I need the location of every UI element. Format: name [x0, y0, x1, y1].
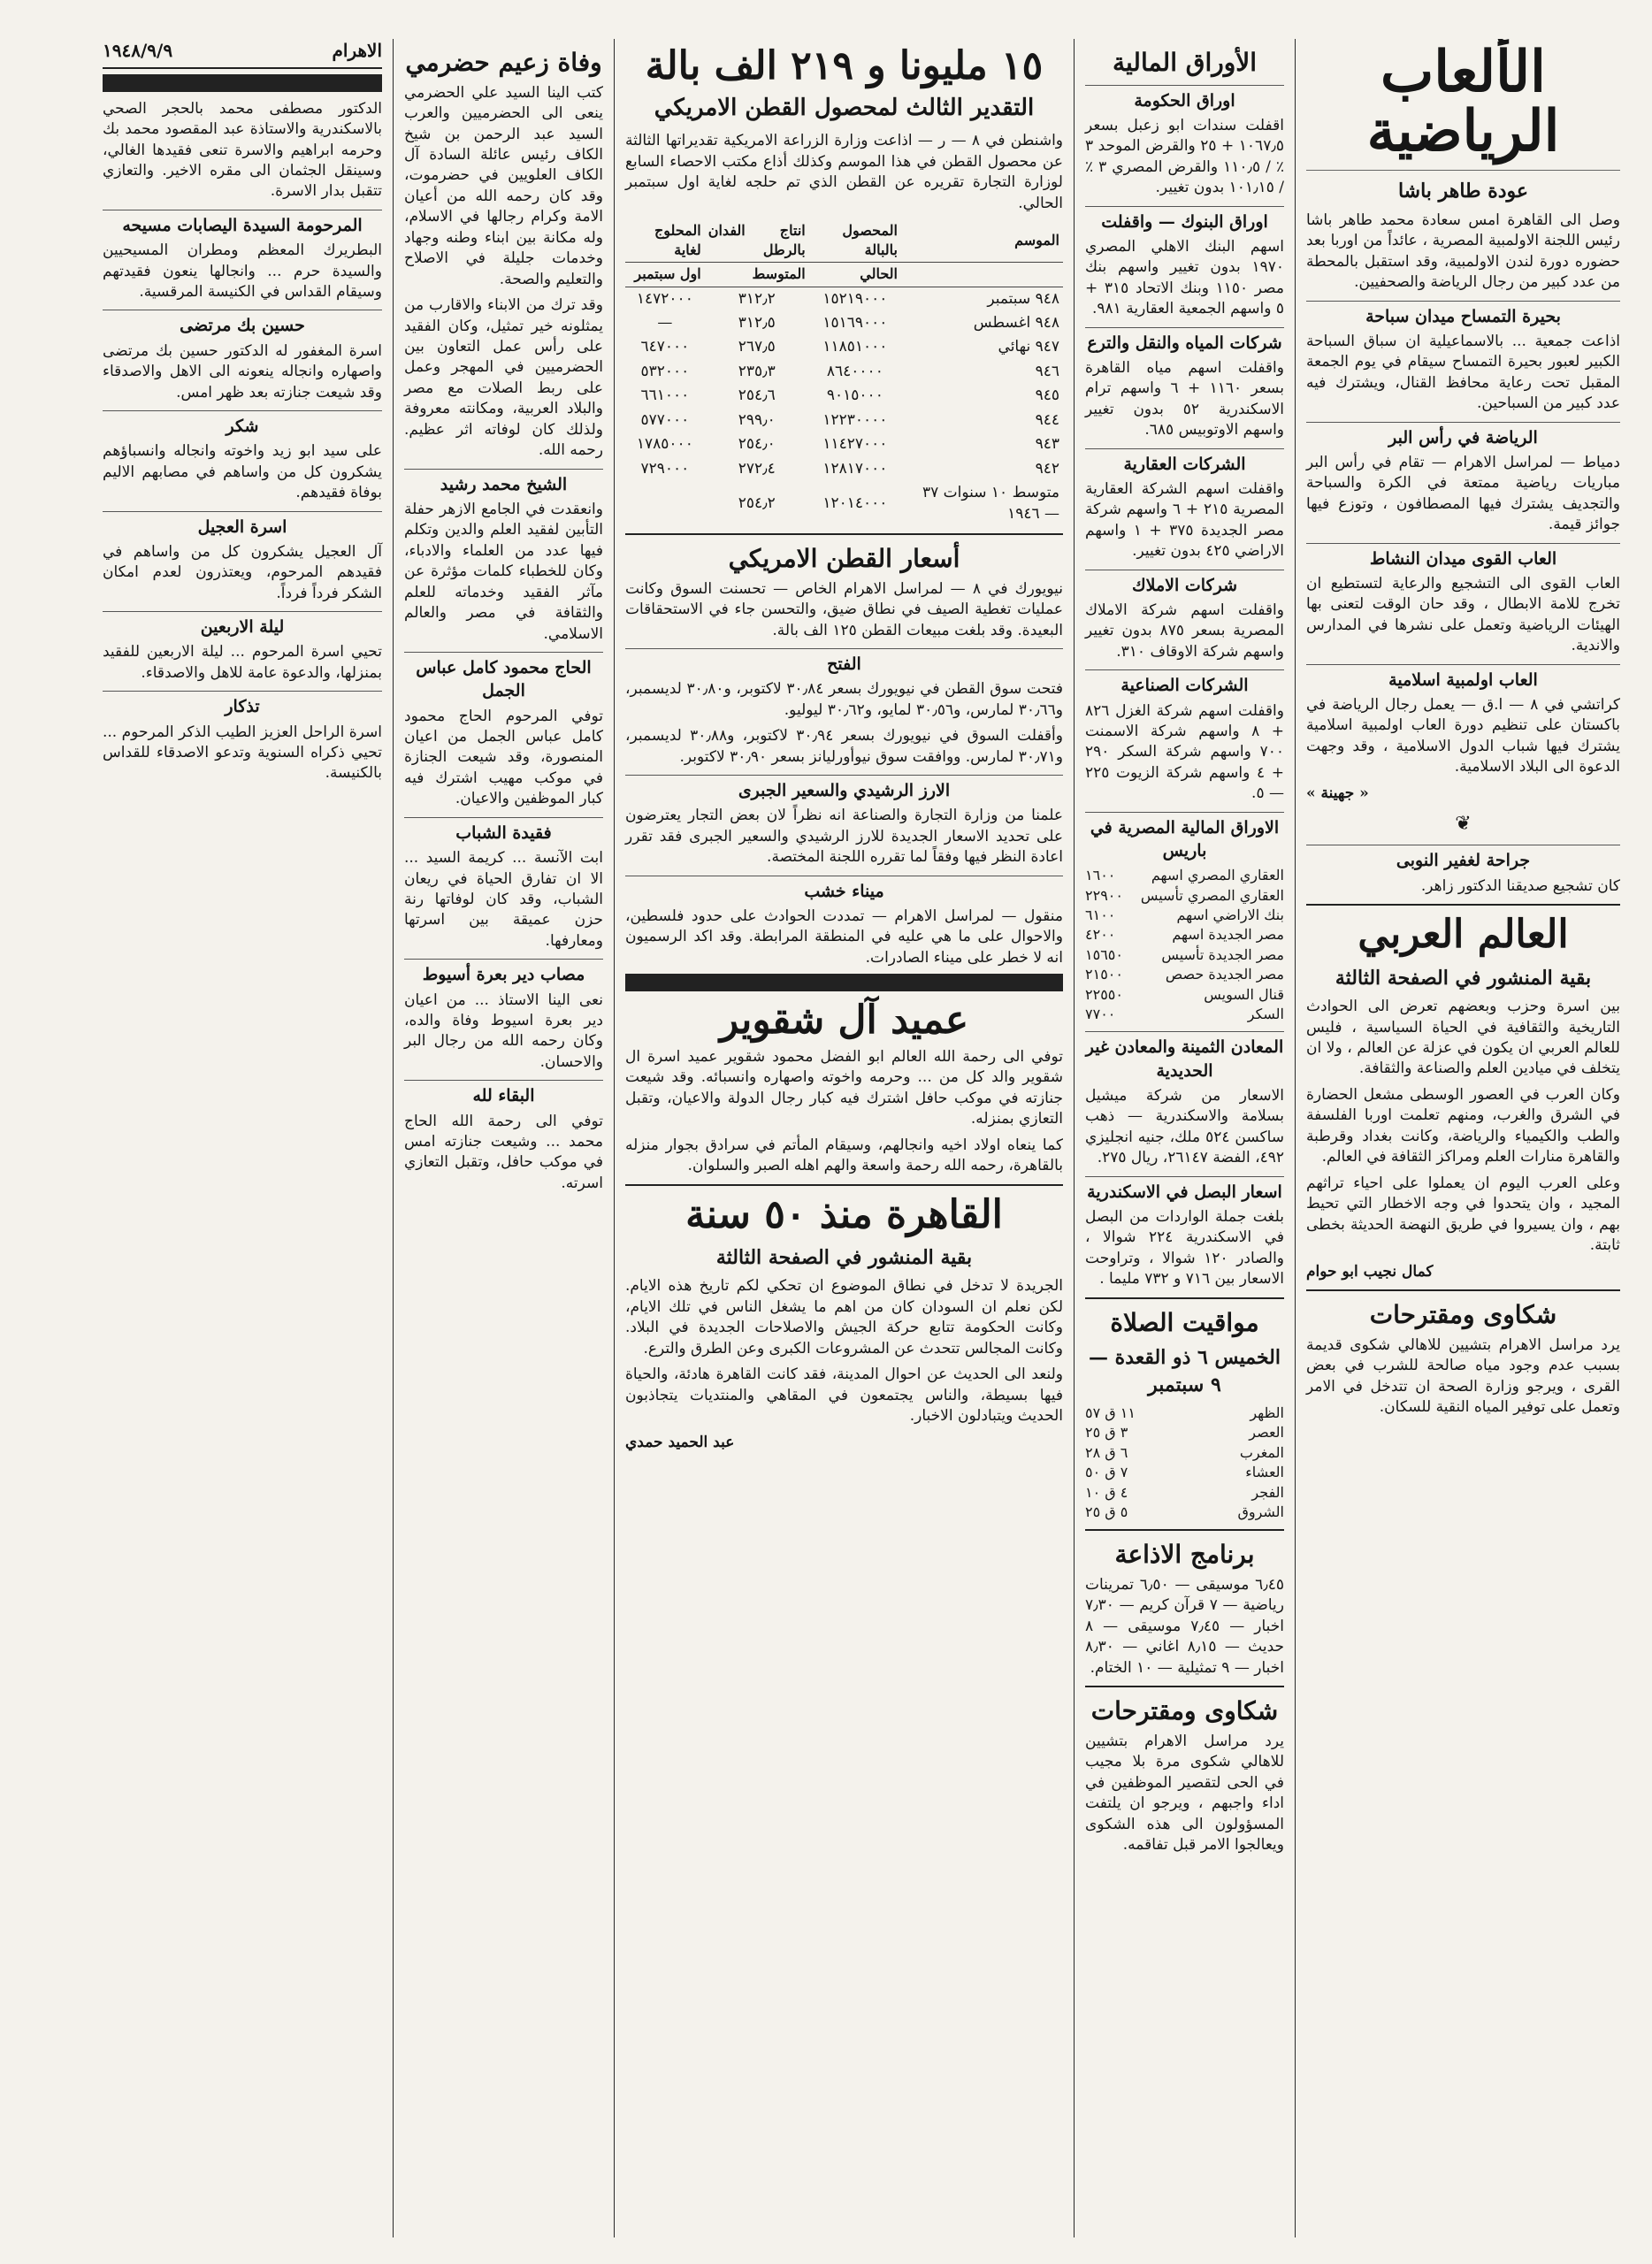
arab-world-text-2: وكان العرب في العصور الوسطى مشعل الحضارة في الشرق والغرب، ومنهم تعلمت اوربا الفلسفة والطب والكيمياء والرياضة، وكانت بغداد وقرطبة والقاهرة منارات العلم ومراكز الثقافة في العالم.	[1306, 1085, 1620, 1166]
cotton-table-cell: ٩٤٨ سبتمبر	[987, 289, 1059, 308]
cotton-table-cell: ١٢٠١٤٠٠٠	[822, 493, 888, 512]
obit-text-2: وانعقدت في الجامع الازهر حفلة التأبين لفقيد العلم والدين وتكلم فيها عدد من العلماء والادباء، وكان للخطباء كلمات مؤثرة عن مآثر الفقيد وخدماته للعلم والثقافة في مصر والعالم الاسلامي.	[404, 500, 603, 643]
column-obituaries	[393, 39, 614, 2237]
property-text: واقفلت اسهم شركة الاملاك المصرية بسعر ٨٧٥ بدون تغيير واسهم شركة الاوقاف ٣١٠.	[1085, 600, 1284, 661]
cotton-table-row	[625, 384, 1063, 408]
banks-text: اسهم البنك الاهلي المصري ١٩٧٠ بدون تغيير واسهم بنك مصر ١١٥٠ وبنك الاتحاد ٣١٥ + ٥ واسهم الجمعية العقارية ٩٨١.	[1085, 237, 1284, 318]
cotton-table-cell: ١١٤٢٧٠٠٠	[822, 435, 888, 454]
sports-text-4: العاب القوى الى التشجيع والرعاية لتستطيع ان تخرج للامة الابطال ، وقد حان الوقت لتعنى بها الهيئات الرياضية وتعمل على نشرها في المدارس والاندية.	[1306, 574, 1620, 655]
cotton-table-cell: ٩٤٨ اغسطس	[973, 313, 1059, 332]
column-sports	[1295, 39, 1631, 2237]
water-text: واقفلت اسهم مياه القاهرة بسعر ١١٦٠ + ٦ واسهم ترام الاسكندرية ٥٢ بدون تغيير واسهم الاوتوبيس ٦٨٥.	[1085, 358, 1284, 440]
cotton-table-cell: ٢٥٤٫٢	[738, 493, 776, 512]
prayer-row: المغرب ٦ ق ٢٨	[1085, 1443, 1284, 1461]
cotton-headline: ١٥ مليونا و ٢١٩ الف بالة	[645, 43, 1044, 88]
industry-head: الشركات الصناعية	[1085, 669, 1284, 697]
sports-text-6: كان تشجيع صديقنا الدكتور زاهر.	[1420, 876, 1620, 895]
paris-row: قنال السويس ٢٢٥٥٠	[1085, 985, 1284, 1003]
divider	[1085, 1529, 1284, 1531]
cotton-table-row	[625, 481, 1063, 526]
ornament-icon: ❦	[1455, 813, 1472, 836]
family-text-1: توفي الى رحمة الله العالم ابو الفضل محمود شقوير عميد اسرة ال شقوير والد كل من ... وحرمه واخوته واصهاره وانسبائه. وقد شيعت جنازته في موكب حافل اشترك فيه كبار رجال الدولة والاعيان، وتقبل التعازي بمنزله.	[625, 1047, 1063, 1128]
opening-text: فتحت سوق القطن في نيويورك بسعر ٣٠٫٨٤ لاكتوبر، و٣٠٫٨٠ لديسمبر، و٣٠٫٦٦ لمارس، و٣٠٫٥٦ لمايو، و٣٠٫٦٢ ليوليو.	[625, 680, 1063, 719]
obit-text-6: توفي الى رحمة الله الحاج محمد ... وشيعت جنازته امس في موكب حافل، وتقبل التعازي اسرته.	[404, 1112, 603, 1192]
sports-text-5: كراتشي في ٨ — ا.ق — يعمل رجال الرياضة في باكستان على تنظيم دورة العاب اولمبية اسلامية يشترك فيها شباب الدول الاسلامية ، وقد وجهت الدعوة الى البلاد الاسلامية.	[1306, 695, 1620, 776]
cotton-table-cell: ٦٤٧٠٠٠	[640, 338, 690, 356]
paris-row: العقاري المصري اسهم ١٦٠٠	[1085, 867, 1284, 884]
cotton-table-row	[625, 360, 1063, 384]
notice-head-3: شكر	[103, 410, 382, 438]
divider	[625, 533, 1063, 535]
cotton-table-cell: ٢٩٩٫٠	[738, 410, 776, 429]
notice-text-2: اسرة المغفور له الدكتور حسين بك مرتضى واصهاره وانجاله ينعونه الى الاهل والاصدقاء وقد شيعت جنازته بعد ظهر امس.	[103, 341, 382, 402]
obit-text-1b: وقد ترك من الابناء والاقارب من يمثلونه خير تمثيل، وكان الفقيد على رأس عمل التعاون بين الحضرميين في المهجر وعمل على ربط الصلات مع مصر والبلاد العربية، ومكانته معروفة ولذلك كان لوفاته اثر عظيم. رحمه الله.	[404, 296, 603, 460]
sports-text-1: وصل الى القاهرة امس سعادة محمد طاهر باشا رئيس اللجنة الاولمبية المصرية ، عائداً من اوربا بعد حضوره دورة لندن الاولمبية، وقد استقبل بالمحطة من عدد كبير من رجال الرياضة والصحفيين.	[1306, 210, 1620, 292]
column-finance	[1074, 39, 1295, 2237]
obit-head-1: وفاة زعيم حضرمي	[405, 48, 602, 77]
obit-head-6: البقاء لله	[404, 1080, 603, 1107]
notice-head-5: ليلة الاربعين	[103, 611, 382, 639]
column-notices	[92, 39, 393, 2237]
obit-head-2: الشيخ محمد رشيد	[404, 469, 603, 496]
sports-signature: « جهينة »	[1306, 784, 1369, 802]
issue-date: ١٩٤٨/٩/٩	[103, 40, 173, 61]
sports-subhead-6: جراحة لغفير النوبى	[1306, 845, 1620, 872]
cotton-table-cell: ٥٧٧٠٠٠	[640, 410, 690, 429]
cotton-table-cell: ٢٥٤٫٠	[738, 435, 776, 454]
us-cotton-prices-head: أسعار القطن الامريكي	[728, 544, 960, 574]
paris-row: مصر الجديدة اسهم ٤٢٠٠	[1085, 926, 1284, 944]
cotton-table-cell: ٩٤٥	[1035, 386, 1059, 405]
cotton-table-cell: ١٧٨٥٠٠٠	[636, 435, 693, 454]
cotton-table-cell: —	[657, 313, 673, 332]
sports-subhead-3: الرياضة في رأس البر	[1306, 422, 1620, 449]
property-head: شركات الاملاك	[1085, 570, 1284, 597]
cotton-table-cell: ٣١٢٫٥	[738, 313, 776, 332]
cotton-table-cell: ٩٤٧ نهائي	[998, 338, 1059, 356]
family-headline: عميد آل شقوير	[719, 998, 969, 1044]
sports-headline: الألعاب الرياضية	[1366, 39, 1560, 165]
paris-row: مصر الجديدة حصص ٢١٥٠٠	[1085, 966, 1284, 983]
onion-text: بلغت جملة الواردات من البصل في الاسكندرية ٢٢٤ شوالا ، والصادر ١٢٠ شوالا ، وتراوحت الاسعار بين ٧١٦ و ٧٣٢ مليما .	[1085, 1207, 1285, 1289]
sports-subhead-5: العاب اولمبية اسلامية	[1306, 664, 1620, 692]
notice-text-6: اسرة الراحل العزيز الطيب الذكر المرحوم ... تحيي ذكراه السنوية وتدعو الاصدقاء للقداس بالكنيسة.	[103, 723, 382, 783]
divider	[625, 1184, 1063, 1186]
flood-head: ميناء خشب	[625, 876, 1063, 903]
black-bar	[103, 74, 382, 92]
obit-text-1: كتب الينا السيد علي الحضرمي ينعى الى الحضرميين والعرب السيد عبد الرحمن بن شيخ الكاف رئيس عائلة السادة آل الكاف العلويين في حضرموت، وقد كان رحمه الله من أعيان الامة وكرام رجالها في الاسلام، وله مكانة بين ابناء وطنه وجهاد وخدمات جليلة في الاصلاح والتعليم والصحة.	[404, 83, 603, 288]
cotton-table-cell: ٢٣٥٫٣	[738, 362, 776, 380]
cotton-table-row	[625, 287, 1063, 311]
cotton-table-cell: ١٤٧٢٠٠٠	[636, 289, 693, 308]
prayer-head: مواقيت الصلاة	[1110, 1307, 1259, 1337]
cairo-signature: عبد الحميد حمدي	[625, 1433, 735, 1451]
cotton-table-cell: ٦٦١٠٠٠	[640, 386, 690, 405]
cotton-table-row	[625, 432, 1063, 456]
columns	[21, 39, 1631, 2237]
prayer-row: الفجر ٤ ق ١٠	[1085, 1483, 1284, 1501]
cotton-table-cell: ٣١٢٫٢	[738, 289, 776, 308]
paris-row: العقاري المصري تأسيس ٢٢٩٠٠	[1085, 886, 1284, 904]
cotton-table-cell: ١٢٨١٧٠٠٠	[822, 459, 888, 478]
cotton-table-cell: ٢٧٢٫٤	[738, 459, 776, 478]
obit-text-5: نعى الينا الاستاذ ... من اعيان دير بعرة اسيوط وفاة والده، وكان رحمه الله من رجال البر والاحسان.	[404, 990, 603, 1071]
cotton-deck: التقدير الثالث لمحصول القطن الامريكي	[654, 94, 1035, 121]
prayer-row: العشاء ٧ ق ٥٠	[1085, 1464, 1284, 1481]
paris-row: السكر ٧٧٠٠	[1085, 1005, 1284, 1022]
cotton-table-row	[625, 335, 1063, 359]
cotton-table-cell: ١٢٢٣٠٠٠٠	[822, 410, 888, 429]
bottom-complaints-text: يرد مراسل الاهرام بتشيين للاهالي شكوى مرة بلا مجيب في الحى لتقصير الموظفين في اداء واجبهم ، ويرجو ان يلتفت المسؤولون الى هذه الشكوى ويعالجوا الامر قبل تفاقمه.	[1085, 1732, 1284, 1854]
notice-head-1: المرحومة السيدة اليصابات مسيحه	[103, 210, 382, 237]
obit-head-5: مصاب دير بعرة أسيوط	[404, 959, 603, 986]
sports-subhead-4: العاب القوى ميدان النشاط	[1306, 543, 1620, 570]
cotton-table	[625, 219, 1063, 526]
cotton-table-cell: ٩٤٢	[1035, 459, 1059, 478]
arab-world-text-1: بين اسرة وحزب وبعضهم تعرض الى الحوادث التاريخية والثقافية في الحياة السياسية ، فليس للعالم العربي ان يكون في عزلة عن العالم ، ولا ان يتخلف في ميادين العلم والصناعة والثقافة.	[1306, 998, 1620, 1078]
cotton-table-cell: ٧٢٩٠٠٠	[640, 459, 690, 478]
cotton-table-cell: ٥٣٢٠٠٠	[640, 362, 690, 380]
notice-intro: الدكتور مصطفى محمد بالحجر الصحي بالاسكندرية والاستاذة عبد المقصود محمد بك وحرمه ابراهيم والاسرة تنعى فقيدها الغالي، وسينقل الجثمان الى مقره الاخير. والتعازي تتقبل بدار الاسرة.	[103, 99, 382, 201]
arab-world-text-3: وعلى العرب اليوم ان يعملوا على احياء تراثهم المجيد ، وان يتحدوا في وجه الاخطار التي تحيط بهم ، وان يسيروا في طريق النهضة الحديثة بخطى ثابتة.	[1306, 1174, 1620, 1255]
estate-text: واقفلت اسهم الشركة العقارية المصرية ٢١٥ + ٦ واسهم شركة مصر الجديدة ٣٧٥ + ١ واسهم الاراضي ٤٢٥ بدون تغيير.	[1085, 479, 1285, 561]
cotton-table-cell: ٨٦٤٠٠٠٠	[826, 362, 883, 380]
radio-head: برنامج الاذاعة	[1114, 1540, 1255, 1570]
arab-world-signature: كمال نجيب ابو حوام	[1306, 1262, 1434, 1281]
gov-papers-head: اوراق الحكومة	[1085, 85, 1284, 112]
family-text-2: كما ينعاه اولاد اخيه وانجالهم، وسيقام المأتم في سرادق بجوار منزله بالقاهرة، رحمه الله رحمة واسعة والهم اهله الصبر والسلوان.	[625, 1136, 1063, 1175]
divider	[1306, 1289, 1620, 1291]
divider	[1085, 1297, 1284, 1299]
divider	[1306, 904, 1620, 906]
cairo-subhead: بقية المنشور في الصفحة الثالثة	[715, 1246, 973, 1270]
flood-text: منقول — لمراسل الاهرام — تمددت الحوادث على حدود فلسطين، والاحوال على ما هي عليه في المنطقة المرابطة. وقد اكد الرسميون انه لا خطر على ميناء الصادرات.	[625, 906, 1063, 967]
bottom-complaints-head: شكاوى ومقترحات	[1090, 1696, 1279, 1726]
prayer-row: الظهر ١١ ق ٥٧	[1085, 1404, 1284, 1421]
cairo-headline: القاهرة منذ ٥٠ سنة	[685, 1191, 1003, 1237]
cotton-table-row	[625, 457, 1063, 481]
obit-text-3: توفي المرحوم الحاج محمود كامل عباس الجمل من اعيان المنصورة، وقد شيعت الجنازة في موكب مهيب اشترك فيه كبار الموظفين والاعيان.	[404, 707, 603, 808]
complaints-headline: شكاوى ومقترحات	[1369, 1300, 1557, 1329]
cotton-table-header: الموسم المحصول بالبالة انتاج الفدان بالرطل المحلوج لغاية	[625, 219, 1063, 263]
paris-row: بنك الاراضي اسهم ٦١٠٠	[1085, 906, 1284, 923]
cairo-text-2: ولنعد الى الحديث عن احوال المدينة، فقد كانت القاهرة هادئة، والحياة فيها بسيطة، والناس يجتمعون في المقاهي والمنتديات يتجاذبون الحديث ويتبادلون الاخبار.	[625, 1365, 1063, 1426]
notice-text-1: البطريرك المعظم ومطران المسيحيين والسيدة حرم ... وانجالها ينعون فقيدتهم وسيقام القداس في الكنيسة المرقسية.	[103, 241, 382, 301]
masthead	[103, 39, 382, 69]
cotton-table-subheader: الحالي المتوسط اول سبتمبر	[625, 263, 1063, 287]
finance-headline: الأوراق المالية	[1112, 48, 1258, 77]
prayer-row: الشروق ٥ ق ٢٥	[1085, 1503, 1284, 1520]
prayer-row: العصر ٣ ق ٢٥	[1085, 1424, 1284, 1442]
arab-world-headline: العالم العربي	[1358, 912, 1569, 958]
metals-head: المعادن الثمينة والمعادن غير الحديدية	[1085, 1031, 1284, 1082]
sports-subhead-2: بحيرة التمساح ميدان سباحة	[1306, 301, 1620, 328]
industry-text: واقفلت اسهم شركة الغزل ٨٢٦ + ٨ واسهم شركة الاسمنت ٧٠٠ واسهم شركة السكر ٢٩٠ + ٤ واسهم شركة الزيوت ٢٢٥ — ٥.	[1085, 701, 1285, 803]
cotton-table-cell: ٩٤٤	[1035, 410, 1059, 429]
cotton-table-cell: ١٥٢١٩٠٠٠	[822, 289, 888, 308]
water-head: شركات المياه والنقل والترع	[1085, 327, 1284, 355]
closing-text: وأقفلت السوق في نيويورك بسعر ٣٠٫٩٤ لاكتوبر، و٣٠٫٨٨ لديسمبر، و٣٠٫٧١ لمارس. ووافقت سوق نيوأورليانز بسعر ٣٠٫٩٠ لاكتوبر.	[625, 727, 1063, 766]
column-cotton	[614, 39, 1074, 2237]
banks-head: اوراق البنوك — واقفلت	[1085, 206, 1284, 233]
cairo-text-1: الجريدة لا تدخل في نطاق الموضوع ان تحكي لكم تاريخ هذه الايام. لكن نعلم ان السودان كان من اهم ما يشغل الناس في تلك الايام، وكانت الحكومة تتابع حركة الجيش والاصلاحات الجديدة في البلاد. وكانت المجالس تتحدث عن المشروعات الكبرى وعن الطرق والترع.	[625, 1277, 1063, 1358]
cotton-table-cell: ١١٨٥١٠٠٠	[822, 338, 888, 356]
opening-head: الفتح	[625, 648, 1063, 676]
cotton-table-cell: ٩٤٣	[1035, 435, 1059, 454]
obit-text-4: ابت الآنسة ... كريمة السيد ... الا ان تفارق الحياة في ريعان الشباب، وقد كان لوفاتها رنة حزن عميقة بين اسرتها ومعارفها.	[404, 849, 603, 950]
cotton-table-row	[625, 409, 1063, 432]
gov-papers-text: اقفلت سندات ابو زعبل بسعر ١٠٦٧٫٥ + ٢٥ والقرض الموحد ٣ ٪ / ١١٠٫٥ والقرض المصري ٣ ٪ / ١٠١٫١٥ بدون تغيير.	[1085, 116, 1284, 197]
metals-text: الاسعار من شركة ميشيل بسلامة والاسكندرية — ذهب ساكسن ٥٢٤ ملك، جنيه انجليزي ٤٩٢، الفضة ٢٦١٤٧، ريال ٢٧٥.	[1085, 1086, 1285, 1167]
cotton-lead: واشنطن في ٨ — ر — اذاعت وزارة الزراعة الامريكية تقديراتها الثالثة عن محصول القطن في هذا الموسم وكذلك أذاع مكتب الاحصاء السابع لوزارة التجارة تقريره عن القطن الذي تم حلجه لغاية اول سبتمبر الحالي.	[625, 132, 1064, 212]
us-cotton-prices-text: نيويورك في ٨ — لمراسل الاهرام الخاص — تحسنت السوق وكانت عمليات تغطية الصيف في نطاق ضيق، والتحسن جاء في الاستحقاقات البعيدة. وقد بلغت مبيعات القطن ١٢٥ الف بالة.	[625, 579, 1063, 639]
divider	[1306, 170, 1620, 171]
radio-text: ٦٫٤٥ موسيقى — ٦٫٥٠ تمرينات رياضية — ٧ قرآن كريم — ٧٫٣٠ اخبار — ٧٫٤٥ موسيقى — ٨ حديث — ٨٫١٥ اغاني — ٨٫٣٠ اخبار — ٩ تمثيلية — ١٠ الختام.	[1085, 1575, 1285, 1677]
notice-text-3: على سيد ابو زيد واخوته وانجاله وانسباؤهم يشكرون كل من واساهم في مصابهم الاليم بوفاة فقيدهم.	[103, 442, 382, 502]
notice-head-6: تذكار	[103, 691, 382, 718]
sports-subhead-1: عودة طاهر باشا	[1397, 180, 1529, 203]
divider	[1085, 1686, 1284, 1687]
paper-name: الاهرام	[332, 40, 382, 61]
notice-text-5: تحيي اسرة المرحوم ... ليلة الاربعين للفقيد بمنزلها، والدعوة عامة للاهل والاصدقاء.	[103, 643, 382, 682]
rice-head: الارز الرشيدي والسعير الجبرى	[625, 775, 1063, 802]
paris-list	[1085, 866, 1284, 1024]
cotton-table-cell: متوسط ١٠ سنوات ٣٧ — ١٩٤٦	[922, 484, 1059, 523]
estate-head: الشركات العقارية	[1085, 448, 1284, 476]
paris-head: الاوراق المالية المصرية في باريس	[1085, 812, 1284, 862]
sports-text-3: دمياط — لمراسل الاهرام — تقام في رأس البر مباريات رياضية ممتعة في الكرة والسباحة والتجديف يشترك فيها المصطافون ، وتوزع فيها جوائز قيمة.	[1306, 453, 1620, 534]
complaints-text: يرد مراسل الاهرام بتشيين للاهالي شكوى قديمة بسبب عدم وجود مياه صالحة للشرب في بعض القرى ، ويرجو وزارة الصحة ان تتدخل في الامر وتعمل على توفير المياه النقية للسكان.	[1306, 1335, 1620, 1416]
cotton-table-cell: ٢٥٤٫٦	[738, 386, 776, 405]
cotton-table-cell	[625, 481, 705, 526]
cotton-table-cell: ٩٤٦	[1035, 362, 1059, 380]
onion-head: اسعار البصل في الاسكندرية	[1085, 1176, 1284, 1204]
cotton-table-cell: ٢٦٧٫٥	[738, 338, 776, 356]
cotton-table-cell: ٩٠١٥٠٠٠	[826, 386, 883, 405]
rice-text: علمنا من وزارة التجارة والصناعة انه نظراً لان بعض التجار يعترضون على تحديد الاسعار الجديدة للارز الرشيدي والسعير الجبرى فقد تقرر اعادة النظر فيها وفقاً لما تقرره اللجنة المختصة.	[625, 807, 1063, 867]
cotton-table-row	[625, 311, 1063, 335]
cotton-table-body	[625, 287, 1063, 526]
notice-head-4: اسرة العجيل	[103, 511, 382, 539]
cotton-table-cell: ١٥١٦٩٠٠٠	[822, 313, 888, 332]
black-bar	[625, 974, 1063, 991]
notice-text-4: آل العجيل يشكرون كل من واساهم في فقيدهم المرحوم، ويعتذرون لعدم امكان الشكر فرداً فرداً.	[103, 542, 382, 602]
paris-row: مصر الجديدة تأسيس ١٥٦٥٠	[1085, 945, 1284, 963]
prayer-date: الخميس ٦ ذو القعدة — ٩ سبتمبر	[1089, 1346, 1281, 1396]
sports-text-2: اذاعت جمعية ... بالاسماعيلية ان سباق السباحة الكبير لعبور بحيرة التمساح سيقام في يوم الجمعة المقبل تحت رعاية محافظ القنال، ويشترك فيه عدد كبير من السباحين.	[1306, 332, 1620, 413]
obit-head-4: فقيدة الشباب	[404, 817, 603, 845]
prayer-list	[1085, 1404, 1284, 1522]
notice-head-2: حسين بك مرتضى	[103, 310, 382, 337]
obit-head-3: الحاج محمود كامل عباس الجمل	[404, 652, 603, 702]
arab-world-subhead: بقية المنشور في الصفحة الثالثة	[1335, 966, 1592, 990]
